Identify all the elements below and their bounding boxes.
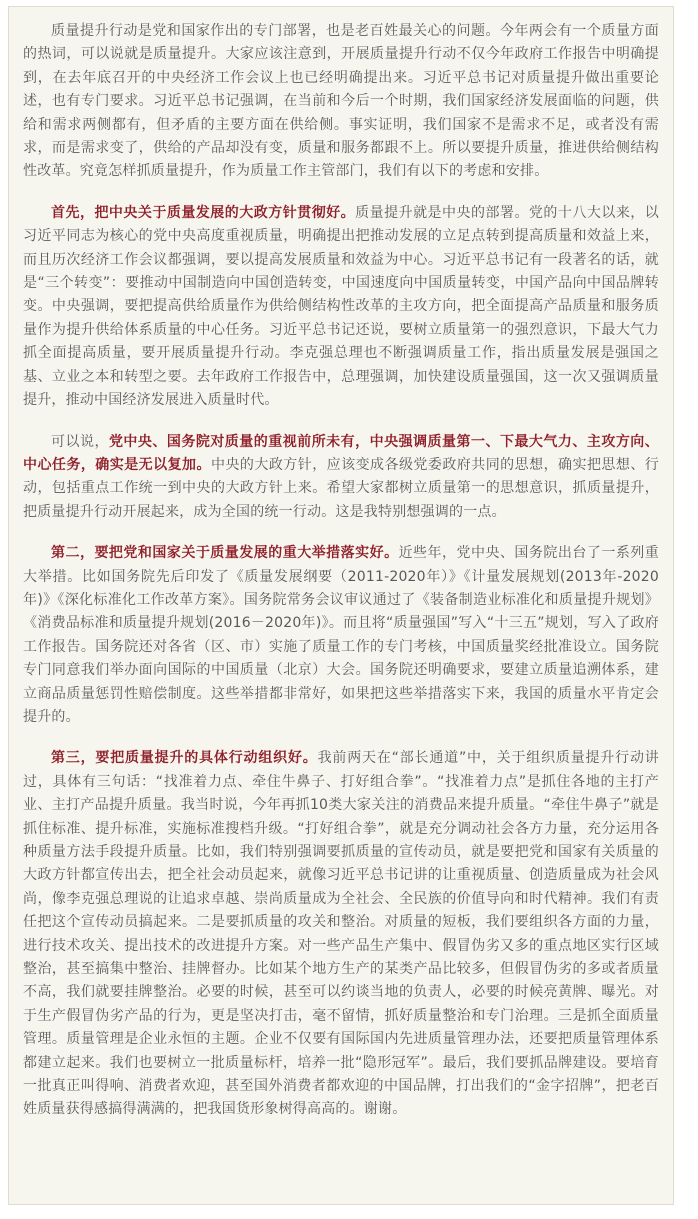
article-paragraph-3 <box>23 431 659 525</box>
article-paragraph-4 <box>23 542 659 729</box>
paragraph-prefix: 可以说， <box>51 433 109 450</box>
paragraph-lead-highlight: 首先，把中央关于质量发展的大政方针贯彻好。 <box>51 204 356 221</box>
paragraph-body: 近些年，党中央、国务院出台了一系列重大举措。比如国务院先后印发了《质量发展纲要（2011-2020年）》《计量发展规划(2013年-2020年)》《深化标准化工作改革方案》。国务院常务会议审议通过了《装备制造业标准化和质量提升规划》《消费品标准和质量提升规划(2016－2020年)》。而且将“质量强国”写入“十三五”规划，写入了政府工作报告。国务院还对各省（区、市）实施了质量工作的专门考核，中国质量奖经批准设立。国务院专门同意我们举办面向国际的中国质量（北京）大会。国务院还明确要求，要建立质量追溯体系，建立商品质量惩罚性赔偿制度。这些举措都非常好，如果把这些举措落实下来，我国的质量水平肯定会提升的。 <box>23 545 659 725</box>
paragraph-lead-highlight: 第二，要把党和国家关于质量发展的重大举措落实好。 <box>51 545 399 562</box>
paragraph-body: 中央的大政方针，应该变成各级党委政府共同的思想，确实把思想、行动，包括重点工作统一到中央的大政方针上来。希望大家都树立质量第一的思想意识，抓质量提升，把质量提升行动开展起来，成为全国的统一行动。这是我特别想强调的一点。 <box>23 456 659 520</box>
article-paragraph-5 <box>23 747 659 1122</box>
paragraph-body: 质量提升就是中央的部署。党的十八大以来，以习近平同志为核心的党中央高度重视质量，明确提出把推动发展的立足点转到提高质量和效益上来，而且历次经济工作会议都强调，要以提高发展质量和效益为中心。习近平总书记有一段著名的话，就是“三个转变”：要推动中国制造向中国创造转变，中国速度向中国质量转变，中国产品向中国品牌转变。中央强调，要把提高供给质量作为供给侧结构性改革的主攻方向，把全面提高产品质量和服务质量作为提升供给体系质量的中心任务。习近平总书记还说，要树立质量第一的强烈意识，下最大气力抓全面提高质量，要开展质量提升行动。李克强总理也不断强调质量工作，指出质量发展是强国之基、立业之本和转型之要。去年政府工作报告中，总理强调，加快建设质量强国，这一次又强调质量提升，推动中国经济发展进入质量时代。 <box>23 204 659 409</box>
paragraph-lead-highlight: 第三，要把质量提升的具体行动组织好。 <box>51 750 318 767</box>
article-panel <box>8 6 674 1205</box>
article-paragraph-2 <box>23 202 659 413</box>
paragraph-body: 我前两天在“部长通道”中，关于组织质量提升行动讲过，具体有三句话：“找准着力点、牵住牛鼻子、打好组合拳”。“找准着力点”是抓住各地的主打产业、主打产品提升质量。我当时说，今年再抓10类大家关注的消费品来提升质量。“牵住牛鼻子”就是抓住标准、提升标准，实施标准搜档升级。“打好组合拳”，就是充分调动社会各方力量，充分运用各种质量方法手段提升质量。比如，我们特别强调要抓质量的宣传动员，就是要把党和国家有关质量的大政方针都宣传出去，把全社会动员起来，就像习近平总书记讲的让重视质量、创造质量成为社会风尚，像李克强总理说的让追求卓越、崇尚质量成为全社会、全民族的价值导向和时代精神。我们有责任把这个宣传动员搞起来。二是要抓质量的攻关和整治。对质量的短板，我们要组织各方面的力量，进行技术攻关、提出技术的改进提升方案。对一些产品生产集中、假冒伪劣又多的重点地区实行区域整治，甚至搞集中整治、挂牌督办。比如某个地方生产的某类产品比较多，但假冒伪劣的多或者质量不高，我们就要挂牌整治。必要的时候，甚至可以约谈当地的负责人，必要的时候亮黄牌、曝光。对于生产假冒伪劣产品的行为，更是坚决打击，毫不留情，抓好质量整治和专门治理。三是抓全面质量管理。质量管理是企业永恒的主题。企业不仅要有国际国内先进质量管理办法，还要把质量管理体系都建立起来。我们也要树立一批质量标杆，培养一批“隐形冠军”。最后，我们要抓品牌建设。要培育一批真正叫得响、消费者欢迎，甚至国外消费者都欢迎的中国品牌，打出我们的“金字招牌”，把老百姓质量获得感搞得满满的，把我国货形象树得高高的。谢谢。 <box>23 750 659 1118</box>
article-paragraph-1 <box>23 20 659 184</box>
paragraph-body: 质量提升行动是党和国家作出的专门部署，也是老百姓最关心的问题。今年两会有一个质量方面的热词，可以说就是质量提升。大家应该注意到，开展质量提升行动不仅今年政府工作报告中明确提到，在去年底召开的中央经济工作会议上也已经明确提出来。习近平总书记对质量提升做出重要论述，也有专门要求。习近平总书记强调，在当前和今后一个时期，我们国家经济发展面临的问题，供给和需求两侧都有，但矛盾的主要方面在供给侧。事实证明，我们国家不是需求不足，或者没有需求，而是需求变了，供给的产品却没有变，质量和服务都跟不上。所以要提升质量，推进供给侧结构性改革。究竟怎样抓质量提升，作为质量工作主管部门，我们有以下的考虑和安排。 <box>23 23 659 180</box>
paragraph-lead-highlight: 党中央、国务院对质量的重视前所未有，中央强调质量第一、下最大气力、主攻方向、中心任务，确实是无以复加。 <box>23 433 659 473</box>
